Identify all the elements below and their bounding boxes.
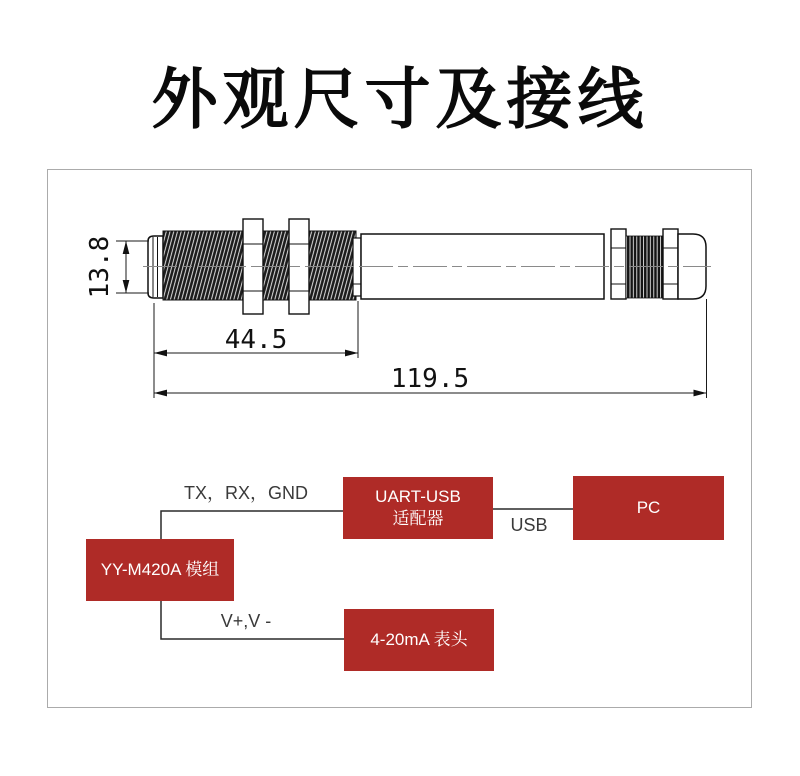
usb-wire-label: USB: [510, 515, 548, 535]
gland-ring-1: [611, 229, 626, 299]
pc-block-label: PC: [636, 498, 661, 517]
uart-wire-label: TX，RX，GND: [183, 483, 308, 503]
dimension-and-wiring-panel: [47, 169, 752, 708]
wire-module-to-adapter: [161, 511, 343, 539]
module-block-label: YY-M420A 模组: [100, 560, 220, 579]
gland-thread-neck: [626, 236, 663, 298]
probe-tip-cap: [148, 236, 163, 298]
uart-usb-adapter-block: [343, 477, 493, 539]
page-title: 外观尺寸及接线: [151, 62, 649, 136]
meter-block: [344, 609, 494, 671]
probe-step: [353, 238, 361, 296]
module-block: [86, 539, 234, 601]
adapter-block-label-line1: UART-USB: [375, 487, 461, 506]
pc-block: [573, 476, 724, 540]
adapter-block-label-line2: 适配器: [392, 509, 444, 528]
meter-block-label: 4-20mA 表头: [370, 630, 468, 649]
power-wire-label: V+,V -: [220, 611, 272, 631]
dim-thread-length-value: 44.5: [224, 325, 288, 355]
dim-total-length-value: 119.5: [390, 364, 470, 394]
gland-ring-2: [663, 229, 678, 299]
dim-diameter-value: 13.8: [85, 235, 115, 299]
